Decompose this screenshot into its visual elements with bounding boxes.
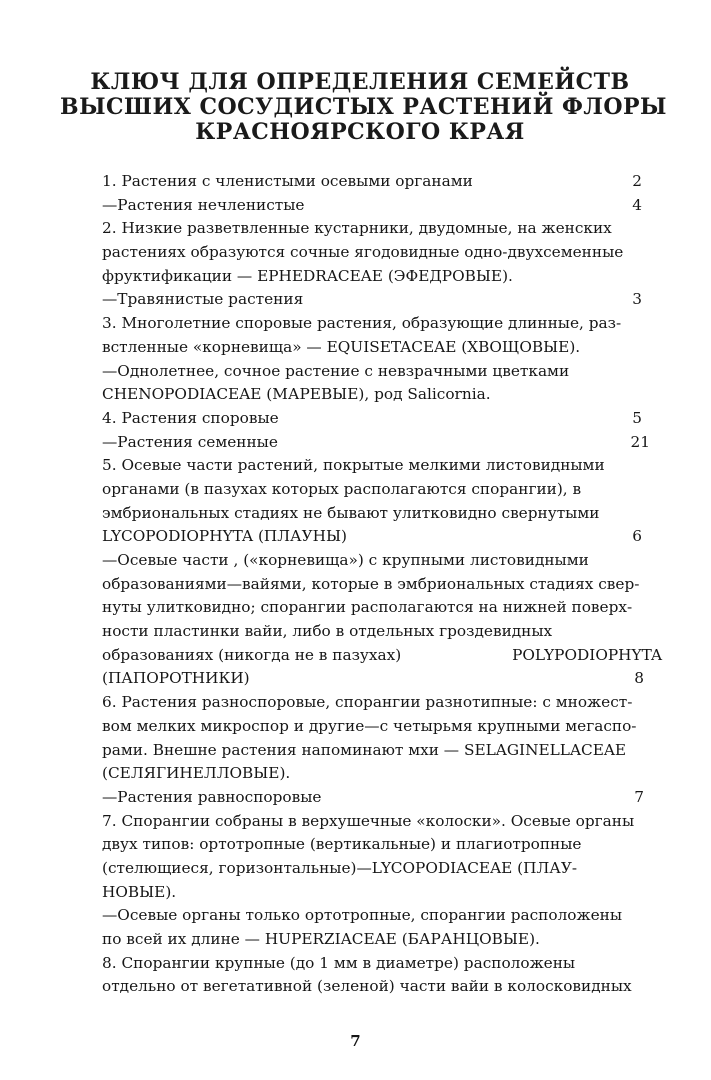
key-text: (ПАПОРОТНИКИ)	[102, 669, 250, 688]
key-text: —Травянистые растения	[102, 290, 304, 309]
key-text: образованиях (никогда не в пазухах)	[102, 645, 402, 664]
key-reference: 2	[632, 172, 642, 190]
key-reference: 8	[634, 669, 644, 688]
key-text: 1. Растения с членистыми осевыми органами	[102, 172, 473, 190]
key-line: (СЕЛЯГИНЕЛЛОВЫЕ).	[102, 764, 291, 783]
key-line: ности пластинки вайи, либо в отдельных гроздевидных	[102, 622, 553, 641]
key-text: —Растения равноспоровые	[102, 787, 322, 806]
key-line: фруктификации — EPHEDRACEAE (ЭФЕДРОВЫЕ).	[102, 266, 513, 285]
key-line: рами. Внешне растения напоминают мхи — SELAGINELLACEAE	[102, 740, 627, 759]
key-line: отдельно от вегетативной (зеленой) части вайи в колосковидных	[102, 977, 632, 996]
key-line: CHENOPODIACEAE (МАРЕВЫЕ), род Salicornia.	[102, 385, 491, 404]
page-number: 7	[350, 1032, 361, 1050]
key-line: растениях образуются сочные ягодовидные одно-двухсеменные	[102, 243, 624, 262]
key-line: по всей их длине — HUPERZIACEAE (БАРАНЦОВЫЕ).	[102, 930, 540, 948]
key-line: образованиями—вайями, которые в эмбриональных стадиях свер-	[102, 574, 640, 593]
key-line: НОВЫЕ).	[102, 882, 177, 901]
key-line	[102, 431, 662, 455]
key-line	[102, 667, 662, 691]
key-line: (стелющиеся, горизонтальные)—LYCOPODIACEAE (ПЛАУ-	[102, 858, 578, 877]
key-line: 7. Спорангии собраны в верхушечные «колоски». Осевые органы	[102, 811, 635, 830]
key-reference: POLYPODIOPHYTA	[512, 645, 662, 664]
key-line	[102, 786, 662, 810]
key-line: двух типов: ортотропные (вертикальные) и плагиотропные	[102, 835, 582, 854]
key-text: LYCOPODIOPHYTA (ПЛАУНЫ)	[102, 527, 348, 546]
key-line: вом мелких микроспор и другие—с четырьмя крупными мегаспо-	[102, 716, 637, 735]
key-line	[102, 170, 662, 194]
page-title	[60, 69, 667, 145]
key-line: эмбриональных стадиях не бывают улитковидно свернутыми	[102, 503, 600, 522]
title-line-2: ВЫСШИХ СОСУДИСТЫХ РАСТЕНИЙ ФЛОРЫ	[60, 94, 667, 120]
identification-key	[102, 170, 662, 999]
key-line: органами (в пазухах которых располагаются спорангии), в	[102, 479, 582, 498]
key-line: встленные «корневища» — EQUISETACEAE (ХВОЩОВЫЕ).	[102, 337, 581, 356]
key-line	[102, 194, 662, 218]
key-reference: 21	[630, 432, 650, 451]
key-reference: 4	[632, 195, 642, 214]
key-line	[102, 288, 662, 312]
key-line: —Однолетнее, сочное растение с невзрачными цветками	[102, 361, 570, 380]
key-reference: 3	[632, 290, 642, 309]
key-line: 3. Многолетние споровые растения, образующие длинные, раз-	[102, 314, 622, 333]
key-line	[102, 525, 662, 549]
key-reference: 7	[634, 787, 644, 806]
key-line	[102, 407, 662, 431]
key-line: нуты улитковидно; спорангии располагаются на нижней поверх-	[102, 598, 633, 617]
key-line: 5. Осевые части растений, покрытые мелкими листовидными	[102, 456, 605, 475]
key-line: —Осевые части , («корневища») с крупными листовидными	[102, 551, 589, 569]
key-line	[102, 644, 662, 668]
title-line-3: КРАСНОЯРСКОГО КРАЯ	[195, 119, 525, 145]
key-line: 6. Растения разноспоровые, спорангии разнотипные: с множест-	[102, 693, 633, 712]
key-text: —Растения нечленистые	[102, 195, 305, 214]
key-line: 2. Низкие разветвленные кустарники, двудомные, на женских	[102, 219, 612, 238]
title-line-1: КЛЮЧ ДЛЯ ОПРЕДЕЛЕНИЯ СЕМЕЙСТВ	[90, 69, 630, 95]
key-text: —Растения семенные	[102, 432, 278, 451]
key-line: 8. Спорангии крупные (до 1 мм в диаметре) расположены	[102, 953, 576, 972]
key-line: —Осевые органы только ортотропные, спорангии расположены	[102, 906, 623, 925]
key-reference: 5	[632, 408, 642, 427]
key-text: 4. Растения споровые	[102, 408, 279, 427]
key-reference: 6	[632, 527, 642, 546]
